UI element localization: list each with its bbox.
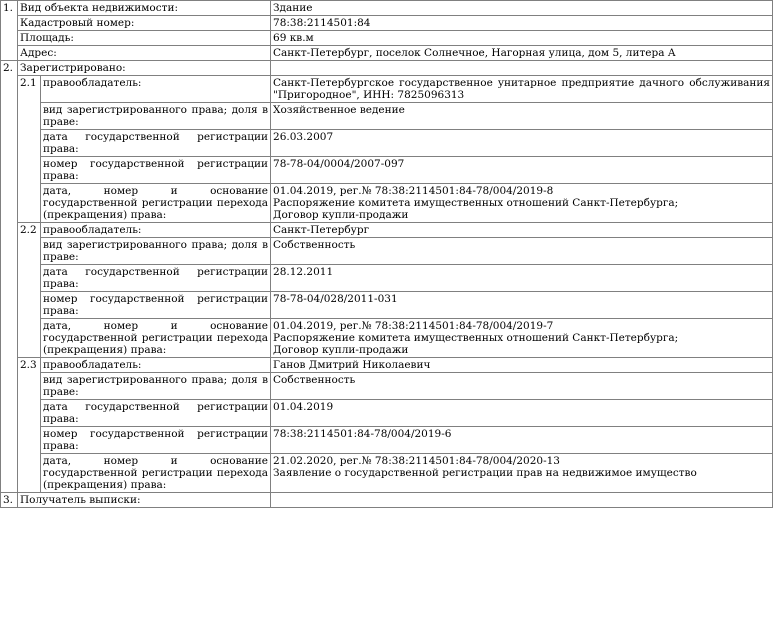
cadastral-label: Кадастровый номер: <box>18 16 271 31</box>
holder-holder-value: Санкт-Петербургское государственное унитарное предприятие дачного обслуживания "Пригородное", ИНН: 7825096313 <box>271 76 773 103</box>
holder-right-row <box>1 103 773 130</box>
holder-regnum-value: 78-78-04/0004/2007-097 <box>271 157 773 184</box>
holder-holder-row <box>1 76 773 103</box>
holder-holder-value: Ганов Дмитрий Николаевич <box>271 358 773 373</box>
extract-body <box>1 1 773 508</box>
holder-basis-value <box>271 319 773 358</box>
object-type-value: Здание <box>271 1 773 16</box>
holder-right-row <box>1 373 773 400</box>
recipient-value <box>271 493 773 508</box>
basis-line: 01.04.2019, рег.№ 78:38:2114501:84-78/004/2019-8 <box>273 185 554 197</box>
holder-right-value: Собственность <box>271 373 773 400</box>
holder-basis-label: дата, номер и основание государственной регистрации перехода (прекращения) права: <box>41 319 271 358</box>
holder-holder-label: правообладатель: <box>41 76 271 103</box>
holder-number: 2.1 <box>18 76 41 223</box>
holder-number: 2.2 <box>18 223 41 358</box>
basis-line: Заявление о государственной регистрации прав на недвижимое имущество <box>273 467 697 479</box>
holder-basis-value <box>271 454 773 493</box>
holder-date-row <box>1 400 773 427</box>
object-type-row <box>1 1 773 16</box>
registered-value <box>271 61 773 76</box>
holder-date-row <box>1 130 773 157</box>
section-number: 3. <box>1 493 18 508</box>
area-value: 69 кв.м <box>271 31 773 46</box>
basis-line: Распоряжение комитета имущественных отношений Санкт-Петербурга; <box>273 197 679 209</box>
holder-right-row <box>1 238 773 265</box>
registered-row <box>1 61 773 76</box>
holder-basis-row <box>1 319 773 358</box>
recipient-row <box>1 493 773 508</box>
address-value: Санкт-Петербург, поселок Солнечное, Нагорная улица, дом 5, литера А <box>271 46 773 61</box>
holder-right-label: вид зарегистрированного права; доля в праве: <box>41 103 271 130</box>
basis-line: Договор купли-продажи <box>273 209 409 221</box>
holder-regnum-row <box>1 157 773 184</box>
holder-holder-label: правообладатель: <box>41 358 271 373</box>
holder-holder-row <box>1 358 773 373</box>
address-label: Адрес: <box>18 46 271 61</box>
basis-line: 01.04.2019, рег.№ 78:38:2114501:84-78/004/2019-7 <box>273 320 554 332</box>
holder-basis-label: дата, номер и основание государственной регистрации перехода (прекращения) права: <box>41 184 271 223</box>
holder-regnum-value: 78:38:2114501:84-78/004/2019-6 <box>271 427 773 454</box>
address-row <box>1 46 773 61</box>
holder-basis-row <box>1 454 773 493</box>
section-number: 1. <box>1 1 18 61</box>
registered-label: Зарегистрировано: <box>18 61 271 76</box>
holder-basis-value <box>271 184 773 223</box>
holder-regnum-value: 78-78-04/028/2011-031 <box>271 292 773 319</box>
holder-holder-label: правообладатель: <box>41 223 271 238</box>
basis-line: 21.02.2020, рег.№ 78:38:2114501:84-78/004/2020-13 <box>273 455 560 467</box>
holder-date-label: дата государственной регистрации права: <box>41 265 271 292</box>
holder-holder-row <box>1 223 773 238</box>
holder-basis-row <box>1 184 773 223</box>
holder-date-label: дата государственной регистрации права: <box>41 130 271 157</box>
holder-right-label: вид зарегистрированного права; доля в праве: <box>41 373 271 400</box>
holder-regnum-label: номер государственной регистрации права: <box>41 157 271 184</box>
holder-basis-label: дата, номер и основание государственной регистрации перехода (прекращения) права: <box>41 454 271 493</box>
holder-right-value: Хозяйственное ведение <box>271 103 773 130</box>
section-number: 2. <box>1 61 18 493</box>
holder-right-value: Собственность <box>271 238 773 265</box>
object-type-label: Вид объекта недвижимости: <box>18 1 271 16</box>
area-row <box>1 31 773 46</box>
holder-date-row <box>1 265 773 292</box>
holder-right-label: вид зарегистрированного права; доля в праве: <box>41 238 271 265</box>
recipient-label: Получатель выписки: <box>18 493 271 508</box>
basis-line: Распоряжение комитета имущественных отношений Санкт-Петербурга; <box>273 332 679 344</box>
holder-holder-value: Санкт-Петербург <box>271 223 773 238</box>
holder-regnum-label: номер государственной регистрации права: <box>41 427 271 454</box>
basis-line: Договор купли-продажи <box>273 344 409 356</box>
holder-number: 2.3 <box>18 358 41 493</box>
holder-date-value: 28.12.2011 <box>271 265 773 292</box>
holder-regnum-row <box>1 292 773 319</box>
holder-date-value: 26.03.2007 <box>271 130 773 157</box>
holder-date-value: 01.04.2019 <box>271 400 773 427</box>
cadastral-value: 78:38:2114501:84 <box>271 16 773 31</box>
area-label: Площадь: <box>18 31 271 46</box>
holder-date-label: дата государственной регистрации права: <box>41 400 271 427</box>
holder-regnum-row <box>1 427 773 454</box>
cadastral-row <box>1 16 773 31</box>
holder-regnum-label: номер государственной регистрации права: <box>41 292 271 319</box>
